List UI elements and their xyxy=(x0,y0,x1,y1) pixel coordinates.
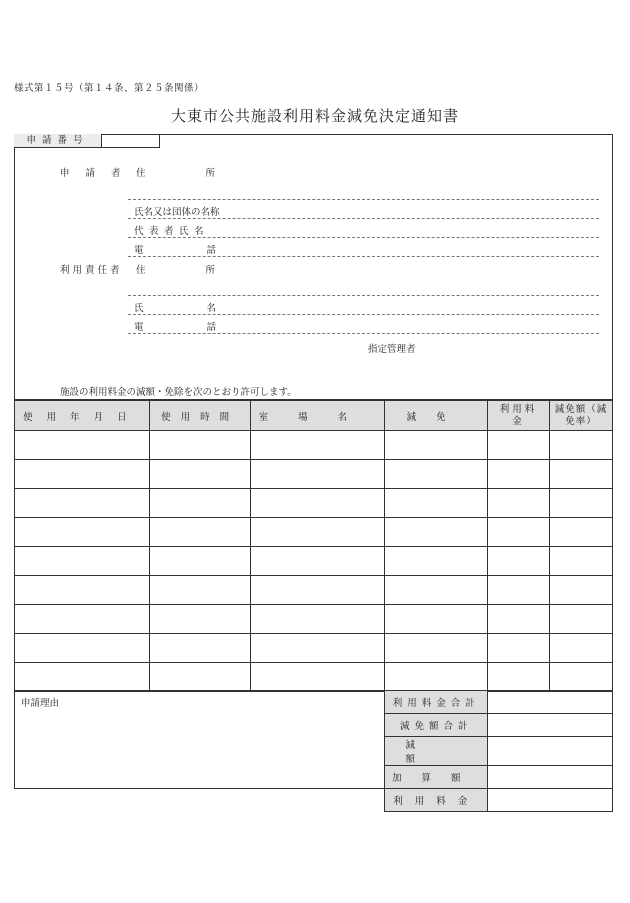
summary-value-usage-fee[interactable] xyxy=(488,789,613,812)
applicant-org-name-line[interactable] xyxy=(128,218,599,219)
responsible-heading: 利用責任者 xyxy=(60,265,123,276)
header-usage-date: 使用年月日 xyxy=(15,401,150,431)
fee-cell[interactable] xyxy=(488,431,550,460)
responsible-name-line[interactable] xyxy=(128,314,599,315)
reduction-cell[interactable] xyxy=(385,576,488,605)
designated-manager: 指定管理者 xyxy=(368,344,416,355)
usage-table xyxy=(14,400,613,692)
header-usage-time: 使用時間 xyxy=(149,401,251,431)
fee-cell[interactable] xyxy=(488,547,550,576)
reduction-amount-cell[interactable] xyxy=(549,489,612,518)
room-cell[interactable] xyxy=(251,605,385,634)
summary-value-surcharge[interactable] xyxy=(488,766,613,789)
time-cell[interactable] xyxy=(149,489,251,518)
room-cell[interactable] xyxy=(251,431,385,460)
fee-cell[interactable] xyxy=(488,460,550,489)
summary-value-total-fee[interactable] xyxy=(488,691,613,714)
application-number-label: 申請番号 xyxy=(14,134,102,148)
table-row xyxy=(15,634,613,663)
summary-table xyxy=(14,690,613,812)
date-cell[interactable] xyxy=(15,547,150,576)
table-row xyxy=(15,605,613,634)
header-reduction-amount: 減免額（減免率） xyxy=(549,401,612,431)
date-cell[interactable] xyxy=(15,634,150,663)
time-cell[interactable] xyxy=(149,460,251,489)
table-row xyxy=(15,663,613,692)
fee-cell[interactable] xyxy=(488,518,550,547)
table-row xyxy=(15,547,613,576)
reduction-amount-cell[interactable] xyxy=(549,634,612,663)
room-cell[interactable] xyxy=(251,576,385,605)
summary-label-total-reduction: 減免額合計 xyxy=(385,714,488,737)
date-cell[interactable] xyxy=(15,431,150,460)
applicant-heading: 申請者 xyxy=(60,168,137,179)
header-reduction: 減免 xyxy=(385,401,488,431)
reduction-amount-cell[interactable] xyxy=(549,547,612,576)
room-cell[interactable] xyxy=(251,489,385,518)
room-cell[interactable] xyxy=(251,547,385,576)
reduction-cell[interactable] xyxy=(385,431,488,460)
form-number: 様式第１５号（第１４条、第２５条関係） xyxy=(14,83,205,94)
date-cell[interactable] xyxy=(15,489,150,518)
reduction-amount-cell[interactable] xyxy=(549,518,612,547)
time-cell[interactable] xyxy=(149,663,251,692)
date-cell[interactable] xyxy=(15,605,150,634)
reduction-cell[interactable] xyxy=(385,634,488,663)
reduction-amount-cell[interactable] xyxy=(549,663,612,692)
summary-label-reduction: 減額 xyxy=(385,737,488,766)
time-cell[interactable] xyxy=(149,634,251,663)
date-cell[interactable] xyxy=(15,663,150,692)
reduction-cell[interactable] xyxy=(385,605,488,634)
reason-label: 申請理由 xyxy=(21,698,60,709)
responsible-phone-label: 電話 xyxy=(134,322,280,333)
time-cell[interactable] xyxy=(149,431,251,460)
summary-label-surcharge: 加算額 xyxy=(385,766,488,789)
applicant-representative-line[interactable] xyxy=(128,237,599,238)
fee-cell[interactable] xyxy=(488,576,550,605)
fee-cell[interactable] xyxy=(488,634,550,663)
reduction-amount-cell[interactable] xyxy=(549,460,612,489)
reduction-cell[interactable] xyxy=(385,663,488,692)
applicant-address-label: 住所 xyxy=(136,168,276,179)
fee-cell[interactable] xyxy=(488,605,550,634)
responsible-address-line[interactable] xyxy=(128,295,599,296)
header-room-name: 室場名 xyxy=(251,401,385,431)
table-row xyxy=(15,576,613,605)
reduction-cell[interactable] xyxy=(385,518,488,547)
applicant-address-line[interactable] xyxy=(128,199,599,200)
time-cell[interactable] xyxy=(149,547,251,576)
time-cell[interactable] xyxy=(149,576,251,605)
applicant-phone-line[interactable] xyxy=(128,256,599,257)
summary-label-usage-fee: 利用料金 xyxy=(385,789,488,812)
reduction-cell[interactable] xyxy=(385,489,488,518)
responsible-name-label: 氏名 xyxy=(134,303,280,314)
time-cell[interactable] xyxy=(149,605,251,634)
summary-value-total-reduction[interactable] xyxy=(488,714,613,737)
summary-spacer xyxy=(15,789,385,812)
reason-cell[interactable] xyxy=(15,691,385,789)
applicant-phone-label: 電話 xyxy=(134,245,280,256)
reduction-cell[interactable] xyxy=(385,460,488,489)
fee-cell[interactable] xyxy=(488,489,550,518)
time-cell[interactable] xyxy=(149,518,251,547)
reduction-amount-cell[interactable] xyxy=(549,431,612,460)
reduction-amount-cell[interactable] xyxy=(549,605,612,634)
room-cell[interactable] xyxy=(251,518,385,547)
header-usage-fee: 利用料金 xyxy=(488,401,550,431)
date-cell[interactable] xyxy=(15,518,150,547)
fee-cell[interactable] xyxy=(488,663,550,692)
page-title: 大東市公共施設利用料金減免決定通知書 xyxy=(170,107,459,125)
table-row xyxy=(15,518,613,547)
responsible-phone-line[interactable] xyxy=(128,333,599,334)
reduction-amount-cell[interactable] xyxy=(549,576,612,605)
applicant-representative-label: 代表者氏名 xyxy=(134,226,210,237)
date-cell[interactable] xyxy=(15,460,150,489)
date-cell[interactable] xyxy=(15,576,150,605)
room-cell[interactable] xyxy=(251,663,385,692)
table-row xyxy=(15,460,613,489)
responsible-address-label: 住所 xyxy=(136,265,276,276)
table-row xyxy=(15,431,613,460)
summary-value-reduction[interactable] xyxy=(488,737,613,766)
permission-statement: 施設の利用料金の減額・免除を次のとおり許可します。 xyxy=(60,387,297,398)
room-cell[interactable] xyxy=(251,634,385,663)
reduction-cell[interactable] xyxy=(385,547,488,576)
applicant-org-name-label: 氏名又は団体の名称 xyxy=(134,207,220,218)
room-cell[interactable] xyxy=(251,460,385,489)
application-number-field[interactable] xyxy=(102,134,160,148)
summary-label-total-fee: 利用料金合計 xyxy=(385,691,488,714)
table-row xyxy=(15,489,613,518)
